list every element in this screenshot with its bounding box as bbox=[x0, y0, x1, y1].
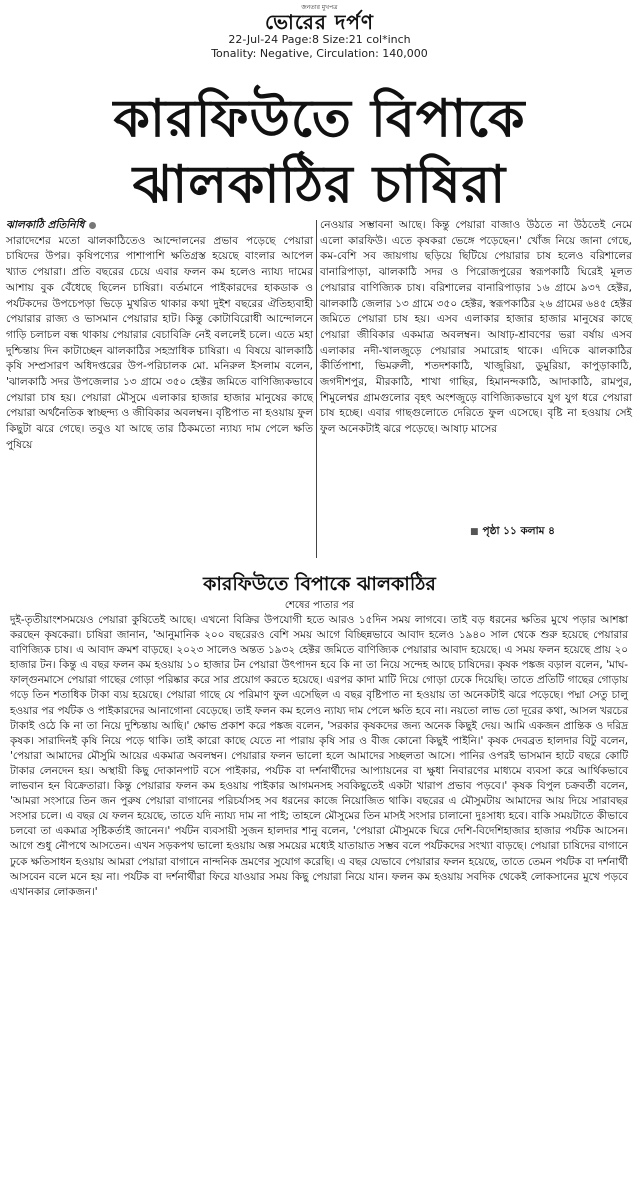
masthead-tagline: জনতার মুখপত্র bbox=[301, 4, 338, 11]
clipping-circulation: Tonality: Negative, Circulation: 140,000 bbox=[211, 47, 428, 60]
article-column-1 bbox=[6, 218, 313, 454]
continued-on-label: ■ পৃষ্ঠা ১১ কলাম ৪ bbox=[470, 524, 555, 541]
masthead-logo: ভোরের দর্পণ bbox=[265, 10, 374, 34]
headline-line-2: ঝালকাঠির চাষিরা bbox=[132, 154, 507, 215]
article-column-2 bbox=[320, 218, 632, 438]
clipping-meta: 22-Jul-24 Page:8 Size:21 col*inch bbox=[228, 33, 411, 46]
continuation-text: দুই-তৃতীয়াংশসময়েও পেয়ারা কুষিতেই আছে। এখনো বিক্রির উপযোগী হতে আরও ১৫দিন সময় লাগবে। তাই বড় ধরনের ক্ষতির মুখে পড়ার আশঙ্কা করছেন কৃষকেরা। চাষিরা জানান, 'আনুমানিক ২০০ বছরেরও বেশি সময় আগে বিচ্ছিন্নভাবে আবাদ হলেও ১৯৪০ সাল থেকে শুরু হয়েছে পেয়ারার বাণিজ্যিক চাষ। এ আবাদ ক্রমশ বাড়ছে। ২০২৩ সালেও অন্তত ১৯৩২ হেক্টর জমিতে বাণিজ্যিক পেয়ারার আবাদ হয়েছে। এ সময় ফলন হয়েছে প্রায় ২০ হাজার টন। কিন্তু এ বছর ফলন কম হওয়ায় ১০ হাজার টন পেয়ারা উৎপাদন হবে কি না তা নিয়ে সন্দেহ আছে চাষিদের। কৃষক পঙ্কজ বড়াল বলেন, 'মাঘ-ফাল্গুনমাসে পেয়ারা গাছের গোড়া পরিষ্কার করে সার প্রয়োগ করতে হয়েছে। এরপর কাদা মাটি দিয়ে গোড়া ঢেকে দিয়েছি। তাতে প্রতিটি গাছের গোড়ায় গড়ে তিন শতাধিক টাকা ব্যয় হয়েছে। পেয়ারা গাছে যে পরিমাণ ফুল এসেছিল এ বছর বৃষ্টিপাত না হওয়ায় তা অনেকটাই ঝরে পড়েছে। পদ্মা সেতু চালু হওয়ার পর পর্যটক ও পাইকারদের আনাগোনা বেড়েছে। তাই ফলন কম হলেও ন্যায্য দাম পেলে ক্ষতি হবে না। নয়তো লাভ তো দূরের কথা, আসল খরচের টাকাই ওঠে কি না তা নিয়ে দুশ্চিন্তায় আছি।' ক্ষোভ প্রকাশ করে পঙ্কজ বলেন, 'সরকার কৃষকদের জন্য অনেক কিছুই দেয়। আমি একজন প্রান্তিক ও দরিদ্র কৃষক। সারাদিনই কৃষি নিয়ে পড়ে থাকি। তাই কারো কাছে যেতে না পারায় কৃষি সার ও বীজ কোনো কিছুই পাইনি।' কৃষক দেবব্রত হালদার বিটু বলেন, 'পেয়ারা আমাদের মৌসুমি আয়ের একমাত্র অবলম্বন। পেয়ারার ফলন ভালো হলে আমাদের সচ্ছলতা আসে। পানির ওপরই ভাসমান হাটে বছরে কোটি টাকার লেনদেন হয়। অস্থায়ী কিছু দোকানপাট বসে পাইকার, পর্যটক বা দর্শনার্থীদের আপ্যায়নের বা ক্ষুধা নিবারণের মাধ্যমে ব্যবসা করে আর্থিকভাবে লাভবান হন বিক্রেতারা। কিন্তু পেয়ারার ফলন কম হওয়ায় পাইকার আগমনসহ সবকিছুতেই একটা খারাপ প্রভাব পড়বে।' কৃষক বিপুল চক্রবর্তী বলেন, 'আমরা সংসারে তিন জন পুরুষ পেয়ারা বাগানের পরিচর্যাসহ সব ধরনের কাজে নিয়োজিত থাকি। বছরের এ মৌসুমটায় আমাদের আয় দিয়ে সারাবছর সংসার চলে। এ বছর যে ফলন হয়েছে, তাতে যদি ন্যায্য দাম না পাই; তাহলে মৌসুমের তিন মাসই সংসার চালানো দুঃসাধ্য হবে। বাকি সময়টাতে কীভাবে চলবো তা একমাত্র সৃষ্টিকর্তাই জানেন।' পর্যটন ব্যবসায়ী সুজন হালদার শানু বলেন, 'পেয়ারা মৌসুমকে ঘিরে দেশি-বিদেশিহাজার হাজার পর্যটক আসেন। আগে শুধু নৌপথে আসতেন। এখন সড়কপথ ভালো হওয়ায় অল্প সময়ের মধ্যেই যাতায়াত সম্ভব বলে পর্যটকদের সংখ্যা বাড়ছে। পেয়ারা চাষিদের বাগানে ঢুকে ক্ষতিসাধন হওয়ায় আমরা পেয়ারা বাগানে নান্দনিক ভ্রমণের সুযোগ করেছি। এ বছর যেভাবে পেয়ারার ফলন হয়েছে, তাতে তেমন পর্যটক বা দর্শনার্থী আসবেন বলে মনে হয় না। পর্যটক বা দর্শনার্থীরা ফিরে যাওয়ার সময় কিছু পেয়ারা নিয়ে যান। ফলন কম হওয়ায় সবদিক থেকেই লোকসানের মুখে পড়বে এখানকার লোকজন।' bbox=[10, 614, 628, 898]
column-divider bbox=[316, 220, 317, 558]
masthead bbox=[0, 4, 639, 61]
column-1-text: সারাদেশের মতো ঝালকাঠিতেও আন্দোলনের প্রভাব পড়েছে পেয়ারা চাষিদের উপর। কৃষিপণ্যের পাশাপাশি ক্ষতিগ্রস্ত হয়েছে বাংলার আপেল খ্যাত পেয়ারা। প্রতি বছরের চেয়ে এবার ফলন কম হলেও ন্যায্য দামের আশায় বুক বেঁধেছে ছিলেন চাষিরা। বর্তমানে পাইকারদের হাকডাক ও পর্যটকদের উপচেপড়া ভিড়ে মুখরিত থাকার কথা দুইশ বছরের ঐতিহ্যবাহী পেয়ারার রাজ্য ও ভাসমান পেয়ারার হাট। কিন্তু কোটাবিরোধী আন্দোলনে গাড়ি চলাচল বন্ধ থাকায় পেয়ারার বেচাবিক্রি নেই বললেই চলে। এতে মহা দুশ্চিন্তায় দিন কাটাচ্ছেন ঝালকাঠির সহস্রাধিক চাষিরা। এ বিষয়ে ঝালকাঠি কৃষি সম্প্রসারণ অধিদপ্তরের উপ-পরিচালক মো. মনিরুল ইসলাম বলেন, 'ঝালকাঠি সদর উপজেলার ১৩ গ্রামে ৩৫০ হেক্টর জমিতে বাণিজ্যিকভাবে পেয়ারা চাষ হয়। পেয়ারা মৌসুমে এলাকার হাজার হাজার মানুষের কাছে পেয়ারা অর্থনৈতিক স্বাচ্ছন্দ্য ও জীবিকার অবলম্বন। বৃষ্টিপাত না হওয়ায় ফুল কিছুটা ঝরে গেছে। তবুও যা আছে তার ঠিকমতো ন্যায্য দাম পেলে ক্ষতি পুষিয়ে bbox=[6, 234, 313, 451]
continuation-headline: কারফিউতে বিপাকে ঝালকাঠির bbox=[203, 573, 436, 595]
article-headline bbox=[18, 86, 621, 218]
column-2-text: নেওয়ার সম্ভাবনা আছে। কিন্তু পেয়ারা বাজাও উঠতে না উঠতেই নেমে এলো কারফিউ। এতে কৃষকরা ভেঙ্গে পড়েছেন।' খোঁজ নিয়ে জানা গেছে, কম-বেশি সব জায়গায় ছড়িয়ে ছিটিয়ে পেয়ারার চাষ হলেও বরিশালের বানারিপাড়া, ঝালকাঠি সদর ও পিরোজপুরের স্বরূপকাঠি ঘিরেই মূলত পেয়ারার বাণিজ্যিক চাষ। বরিশালের বানারিপাড়ার ১৬ গ্রামে ৯৩৭ হেক্টর, ঝালকাঠি জেলার ১৩ গ্রামে ৩৫০ হেক্টর, স্বরূপকাঠির ২৬ গ্রামের ৬৪৫ হেক্টর জমিতে পেয়ারা চাষ হয়। এসব এলাকার হাজার হাজার মানুষের কাছে পেয়ারা জীবিকার একমাত্র অবলম্বন। আষাঢ়-শ্রাবণের ভরা বর্ষায় এসব এলাকার নদী-খালজুড়ে পেয়ারার সমারোহ থাকে। এদিকে ঝালকাঠির কীর্তিপাশা, ভিমরুলী, শতদশকাঠি, খাজুরিয়া, ডুমুরিয়া, কাপুড়াকাঠি, জগদীশপুর, মীরকাঠি, শাখা গাছির, হিমানন্দকাঠি, আদাকাঠি, রামপুর, শিমুলেশ্বর গ্রামগুলোর বৃহৎ অংশজুড়ে বাণিজ্যিকভাবে যুগ যুগ ধরে পেয়ারা চাষ হচ্ছে। এবার গাছগুলোতে দেরিতে ফুল এসেছে। বৃষ্টি না হওয়ায় সেই ফুল অনেকটাই ঝরে পড়েছে। আষাঢ় মাসের bbox=[320, 219, 632, 436]
byline: ঝালকাঠি প্রতিনিধি bbox=[6, 218, 313, 234]
headline-line-1: কারফিউতে বিপাকে bbox=[113, 88, 526, 149]
continuation-subhead: শেষের পাতার পর bbox=[284, 600, 355, 611]
